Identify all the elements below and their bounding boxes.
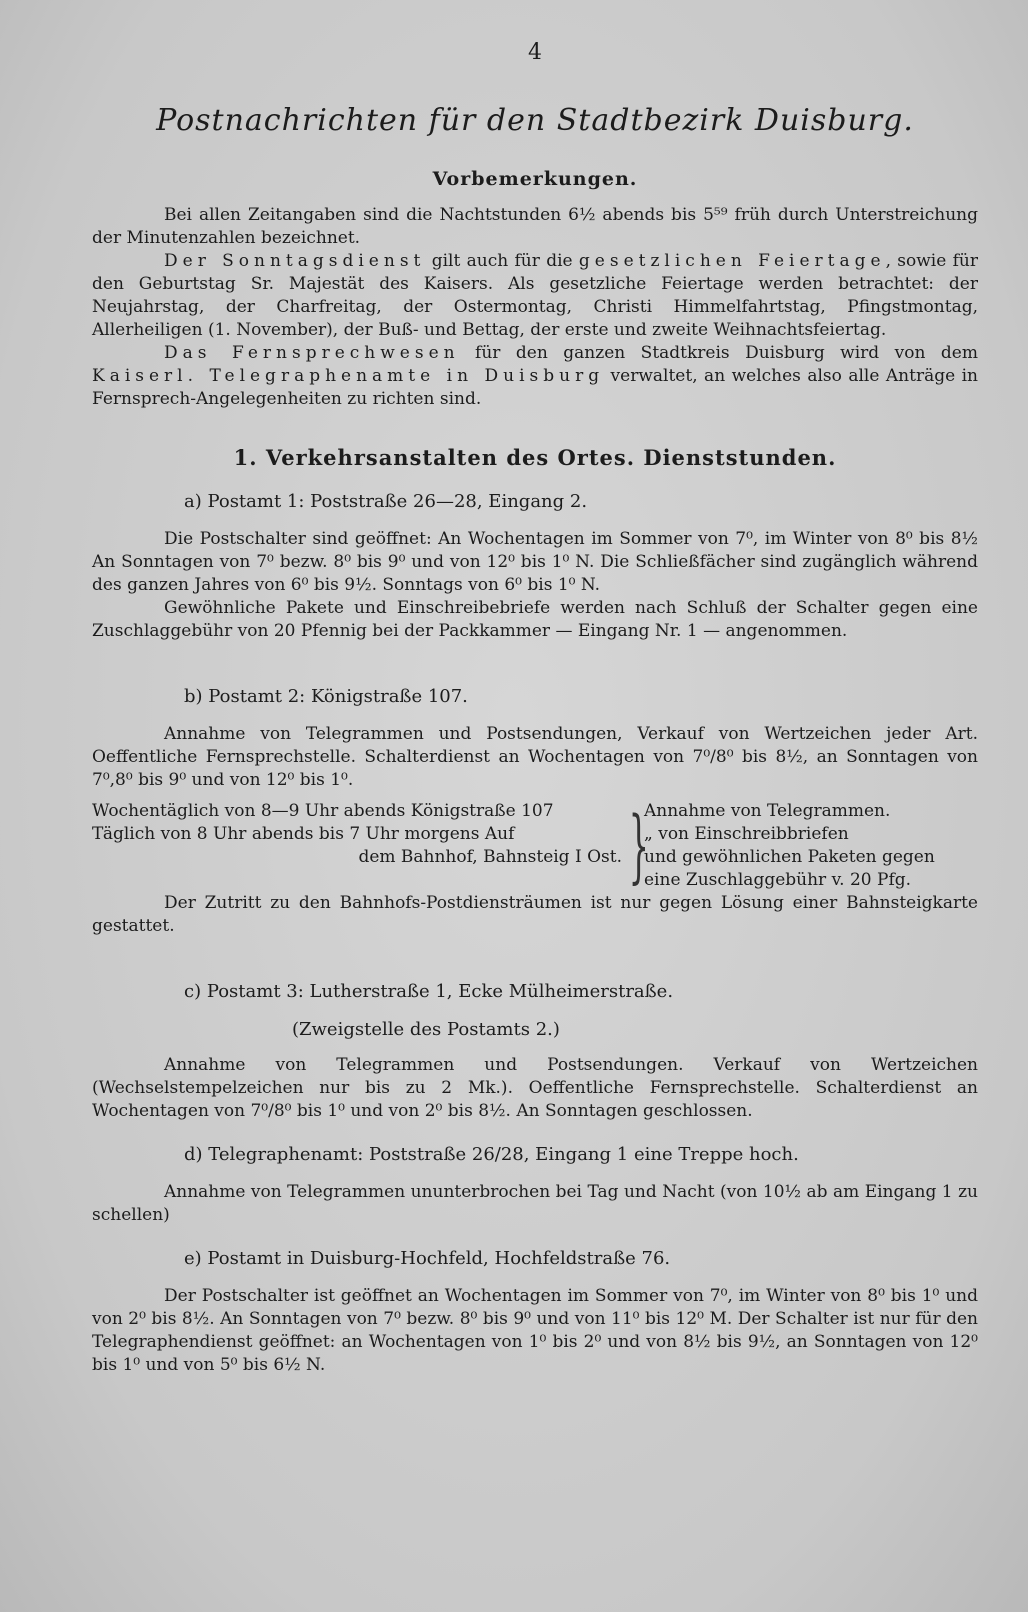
subsection-b-title: b) Postamt 2: Königstraße 107. [184,686,468,707]
preface-paragraph-3: Das Fernsprechwesen für den ganzen Stadtkreis Duisburg wird von dem Kaiserl. Telegraphenamte in Duisburg verwaltet, an welches also alle Anträge in Fernsprech-Angelegenheiten zu richten sind. [92,343,978,409]
hours-right-line-2: „ von Einschreibbriefen [644,824,849,844]
holidays-term: gesetzlichen Feiertage [578,251,886,271]
sunday-service-term: Der Sonntagsdienst [164,251,426,271]
hours-left-line-2: Täglich von 8 Uhr abends bis 7 Uhr morgens Auf [92,824,515,844]
page-number: 4 [528,40,542,65]
telegraph-office-term: Kaiserl. Telegraphenamte in Duisburg [92,366,605,386]
subsection-a-title: a) Postamt 1: Poststraße 26—28, Eingang 2. [184,491,588,512]
page-title: Postnachrichten für den Stadtbezirk Duisburg. [156,103,914,138]
preface-paragraph-2: Der Sonntagsdienst gilt auch für die gesetzlichen Feiertage, sowie für den Geburtstag Sr. Majestät des Kaisers. Als gesetzliche Feiertage werden betrachtet: der Neujahrstag, der Charfreitag, der Ostermontag, Christi Himmelfahrtstag, Pfingstmontag, Allerheiligen (1. November), der Buß- und Bettag, der erste und zweite Weihnachtsfeiertag. [92,251,978,340]
subsection-d-paragraph-1: Annahme von Telegrammen ununterbrochen bei Tag und Nacht (von 10½ ab am Eingang 1 zu schellen) [92,1182,978,1225]
preface-paragraph-1: Bei allen Zeitangaben sind die Nachtstunden 6½ abends bis 5⁵⁹ früh durch Unterstreichung der Minutenzahlen bezeichnet. [92,205,978,248]
subsection-a-paragraph-2: Gewöhnliche Pakete und Einschreibebriefe werden nach Schluß der Schalter gegen eine Zuschlaggebühr von 20 Pfennig bei der Packkammer — Eingang Nr. 1 — angenommen. [92,598,978,641]
subsection-c-title: c) Postamt 3: Lutherstraße 1, Ecke Mülheimerstraße. [184,981,674,1002]
subsection-b-paragraph-2: Der Zutritt zu den Bahnhofs-Postdiensträumen ist nur gegen Lösung einer Bahnsteigkarte gestattet. [92,893,978,936]
hours-left-line-3: dem Bahnhof, Bahnsteig I Ost. [358,847,622,867]
preface-heading: Vorbemerkungen. [432,168,638,190]
subsection-c-paragraph-1: Annahme von Telegrammen und Postsendungen. Verkauf von Wertzeichen (Wechselstempelzeichen nur bis zu 2 Mk.). Oeffentliche Fernsprechstelle. Schalterdienst an Wochentagen von 7⁰/8⁰ bis 1⁰ und von 2⁰ bis 8½. An Sonntagen geschlossen. [92,1055,978,1121]
subsection-d-title: d) Telegraphenamt: Poststraße 26/28, Eingang 1 eine Treppe hoch. [184,1144,799,1165]
subsection-b-hours-table [92,800,978,892]
subsection-b-paragraph-1: Annahme von Telegrammen und Postsendungen, Verkauf von Wertzeichen jeder Art. Oeffentliche Fernsprechstelle. Schalterdienst an Wochentagen von 7⁰/8⁰ bis 8½, an Sonntagen von 7⁰,8⁰ bis 9⁰ und von 12⁰ bis 1⁰. [92,724,978,790]
hours-right-line-4: eine Zuschlaggebühr v. 20 Pfg. [644,870,912,890]
subsection-e-paragraph-1: Der Postschalter ist geöffnet an Wochentagen im Sommer von 7⁰, im Winter von 8⁰ bis 1⁰ und von 2⁰ bis 8½. An Sonntagen von 7⁰ bezw. 8⁰ bis 9⁰ und von 11⁰ bis 12⁰ M. Der Schalter ist nur für den Telegraphendienst geöffnet: an Wochentagen von 1⁰ bis 2⁰ und von 8½ bis 9½, an Sonntagen von 12⁰ bis 1⁰ und von 5⁰ bis 6½ N. [92,1286,978,1375]
section-heading: 1. Verkehrsanstalten des Ortes. Dienststunden. [233,445,837,470]
subsection-e-title: e) Postamt in Duisburg-Hochfeld, Hochfeldstraße 76. [184,1248,671,1269]
subsection-c-subtitle: (Zweigstelle des Postamts 2.) [292,1019,560,1040]
subsection-a-paragraph-1: Die Postschalter sind geöffnet: An Wochentagen im Sommer von 7⁰, im Winter von 8⁰ bis 8½ An Sonntagen von 7⁰ bezw. 8⁰ bis 9⁰ und von 12⁰ bis 1⁰ N. Die Schließfächer sind zugänglich während des ganzen Jahres von 6⁰ bis 9½. Sonntags von 6⁰ bis 1⁰ N. [92,529,978,595]
hours-left-column [92,800,622,892]
hours-right-line-3: und gewöhnlichen Paketen gegen [644,847,935,867]
hours-right-line-1: Annahme von Telegrammen. [644,801,891,821]
hours-left-line-1: Wochentäglich von 8—9 Uhr abends Königstraße 107 [92,801,554,821]
brace-divider: } [628,799,649,892]
hours-right-column [644,800,978,892]
telephone-term: Das Fernsprechwesen [164,343,460,363]
